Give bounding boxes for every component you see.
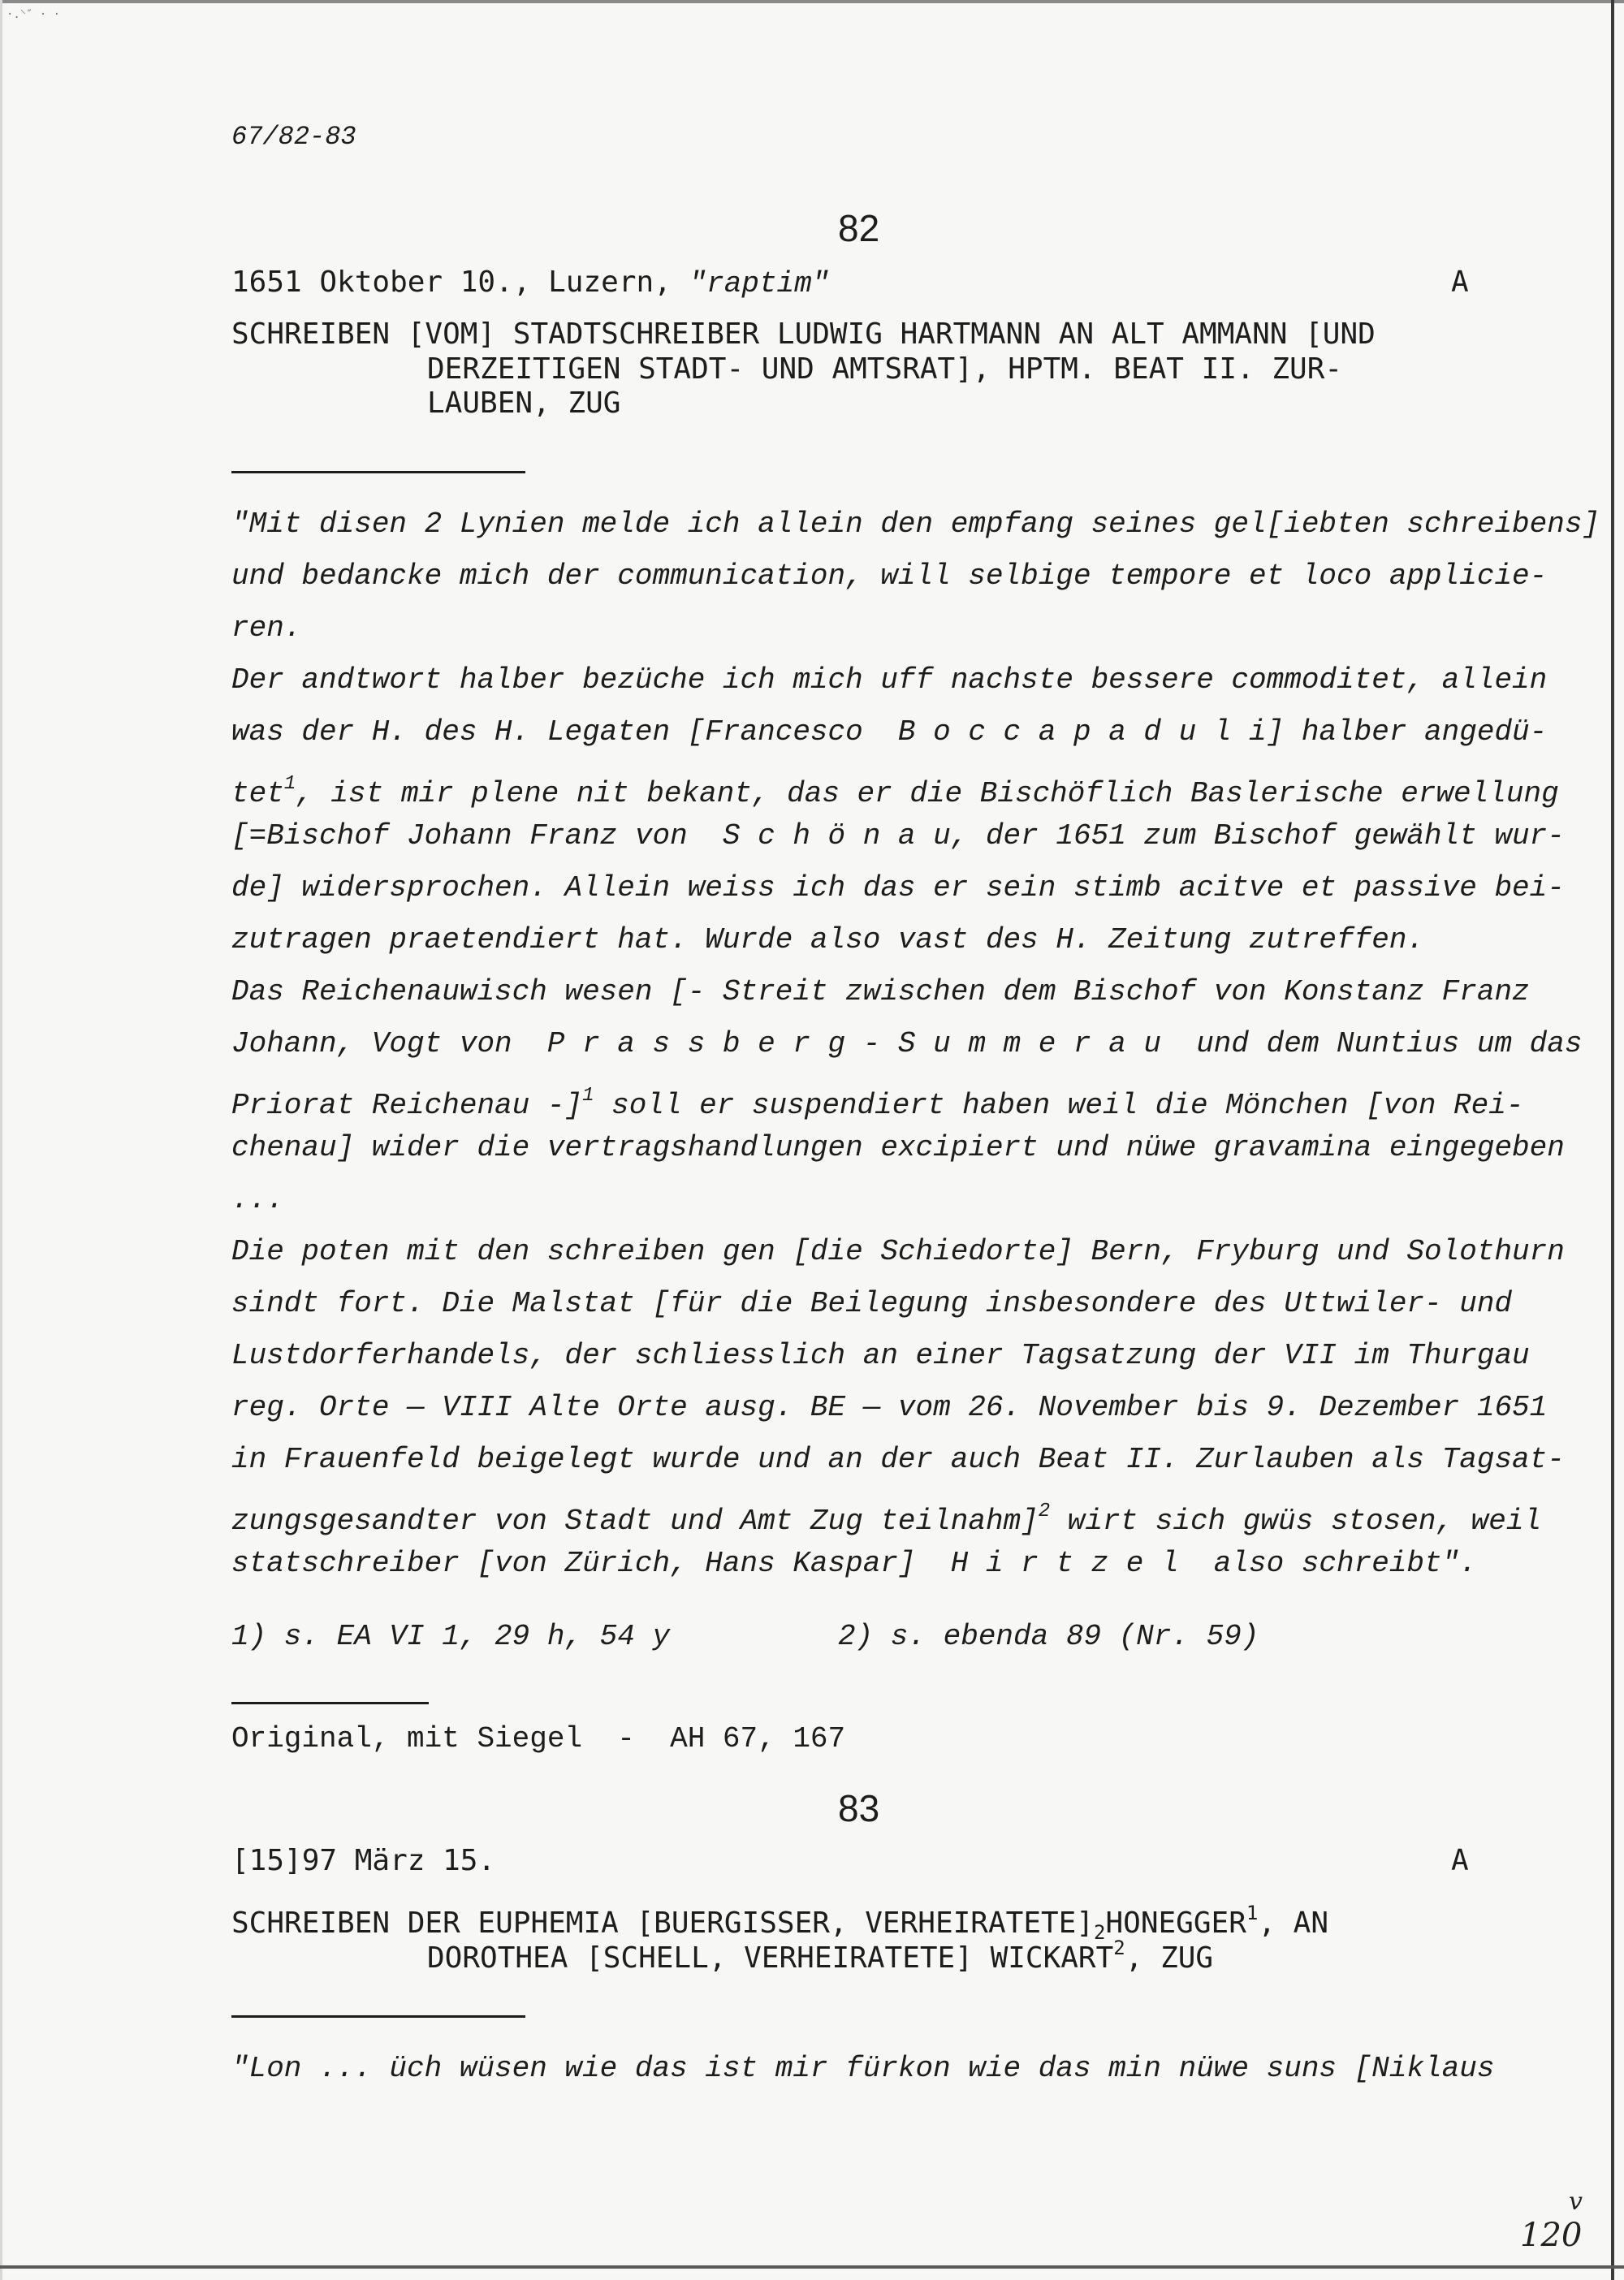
doc1-heading-1: SCHREIBEN [VOM] STADTSCHREIBER LUDWIG HARTMANN AN ALT AMMANN [UND bbox=[231, 317, 1376, 351]
doc1-date-line bbox=[231, 265, 829, 302]
doc1-body-line: reg. Orte — VIII Alte Orte ausg. BE — vom 26. November bis 9. Dezember 1651 bbox=[231, 1391, 1548, 1424]
corner-mark: ·.⸌″ · · bbox=[6, 8, 61, 21]
doc2-heading-text: , AN bbox=[1258, 1906, 1329, 1940]
doc1-body-text: tet bbox=[231, 777, 284, 810]
doc1-body-line: und bedancke mich der communication, will selbige tempore et loco applicie- bbox=[231, 559, 1548, 593]
doc1-body-line: statschreiber [von Zürich, Hans Kaspar] H i r t z e l also schreibt". bbox=[231, 1547, 1477, 1580]
doc-number-83: 83 bbox=[838, 1787, 880, 1829]
doc1-body-line: Das Reichenauwisch wesen [- Streit zwischen dem Bischof von Konstanz Franz bbox=[231, 975, 1530, 1008]
doc1-body-line: sindt fort. Die Malstat [für die Beilegung insbesondere des Uttwiler- und bbox=[231, 1287, 1513, 1320]
doc1-source-rule bbox=[231, 1702, 429, 1704]
doc-number-82: 82 bbox=[838, 207, 880, 249]
doc1-body-line bbox=[231, 766, 1559, 812]
doc1-body-line bbox=[231, 1494, 1541, 1539]
doc1-body-line: in Frauenfeld beigelegt wurde und an der auch Beat II. Zurlauben als Tagsat- bbox=[231, 1443, 1565, 1476]
scan-edge-bottom bbox=[0, 2265, 1624, 2269]
doc1-body-text: zungsgesandter von Stadt und Amt Zug teilnahm] bbox=[231, 1505, 1039, 1538]
footnote-ref: 1 bbox=[582, 1085, 594, 1107]
footnote-ref: 2 bbox=[1094, 1921, 1106, 1944]
doc2-heading-text: , ZUG bbox=[1125, 1941, 1214, 1975]
doc1-body-line: Lustdorferhandels, der schliesslich an einer Tagsatzung der VII im Thurgau bbox=[231, 1339, 1530, 1372]
doc2-separator-rule bbox=[231, 2015, 525, 2018]
scan-edge-left bbox=[0, 0, 2, 2280]
doc1-body-line: Die poten mit den schreiben gen [die Schiedorte] Bern, Fryburg und Solothurn bbox=[231, 1235, 1565, 1268]
doc1-body-text: wirt sich gwüs stosen, weil bbox=[1050, 1505, 1542, 1538]
doc2-heading-text: HONEGGER bbox=[1105, 1906, 1246, 1940]
doc1-source: Original, mit Siegel - AH 67, 167 bbox=[231, 1722, 846, 1755]
doc2-body-line: "Lon ... üch wüsen wie das ist mir fürkon wie das min nüwe suns [Niklaus bbox=[231, 2052, 1495, 2085]
doc1-body-line: ... bbox=[231, 1183, 284, 1216]
doc1-heading-2: DERZEITIGEN STADT- UND AMTSRAT], HPTM. BEAT II. ZUR- bbox=[427, 352, 1343, 386]
footnote-1: 1) s. EA VI 1, 29 h, 54 y bbox=[231, 1620, 671, 1653]
doc1-body-line: zutragen praetendiert hat. Wurde also vast des H. Zeitung zutreffen. bbox=[231, 923, 1425, 956]
doc1-body-line bbox=[231, 1078, 1523, 1124]
doc2-heading-2 bbox=[427, 1930, 1213, 1976]
doc1-body-text: soll er suspendiert haben weil die Mönchen [von Rei- bbox=[594, 1089, 1524, 1122]
doc1-body-line: was der H. des H. Legaten [Francesco B o c c a p a d u l i] halber angedü- bbox=[231, 715, 1548, 749]
doc1-date: 1651 Oktober 10., Luzern, bbox=[231, 266, 689, 299]
doc1-letter: A bbox=[1451, 266, 1469, 299]
doc1-body-line: Johann, Vogt von P r a s s b e r g - S u m m e r a u und dem Nuntius um das bbox=[231, 1027, 1583, 1060]
footnote-ref: 1 bbox=[283, 773, 296, 795]
footnote-ref: 2 bbox=[1113, 1937, 1125, 1959]
doc2-heading-text: SCHREIBEN DER EUPHEMIA [BUERGISSER, VERHEIRATETE] bbox=[231, 1906, 1095, 1940]
doc1-separator-rule bbox=[231, 471, 525, 473]
doc2-letter: A bbox=[1451, 1844, 1469, 1877]
doc1-body-line: de] widersprochen. Allein weiss ich das er sein stimb acitve et passive bei- bbox=[231, 871, 1565, 905]
doc1-body-line: ren. bbox=[231, 611, 302, 645]
doc1-body-line: "Mit disen 2 Lynien melde ich allein den empfang seines gel[iebten schreibens] bbox=[231, 507, 1600, 541]
doc1-date-italic: "raptim" bbox=[689, 267, 830, 300]
page-reference: 67/82-83 bbox=[231, 122, 356, 152]
doc1-body-line: Der andtwort halber bezüche ich mich uff nachste bessere commoditet, allein bbox=[231, 663, 1548, 697]
doc1-body-text: Priorat Reichenau -] bbox=[231, 1089, 583, 1122]
handwritten-mark: v bbox=[1569, 2187, 1583, 2216]
scan-edge-right bbox=[1611, 0, 1614, 2280]
footnote-2: 2) s. ebenda 89 (Nr. 59) bbox=[838, 1620, 1259, 1653]
doc1-heading-3: LAUBEN, ZUG bbox=[427, 386, 621, 420]
doc1-body-line: chenau] wider die vertragshandlungen excipiert und nüwe gravamina eingegeben bbox=[231, 1131, 1565, 1164]
doc2-heading-text: DOROTHEA [SCHELL, VERHEIRATETE] WICKART bbox=[427, 1941, 1114, 1975]
doc1-body-text: , ist mir plene nit bekant, das er die Bischöflich Baslerische erwellung bbox=[296, 777, 1559, 810]
footnote-ref: 1 bbox=[1246, 1902, 1259, 1924]
scan-edge-top bbox=[0, 0, 1624, 3]
handwritten-page-number: 120 bbox=[1520, 2217, 1583, 2254]
doc2-date-line: [15]97 März 15. bbox=[231, 1844, 496, 1877]
doc1-body-line: [=Bischof Johann Franz von S c h ö n a u, der 1651 zum Bischof gewählt wur- bbox=[231, 819, 1565, 853]
footnote-ref: 2 bbox=[1038, 1501, 1051, 1522]
